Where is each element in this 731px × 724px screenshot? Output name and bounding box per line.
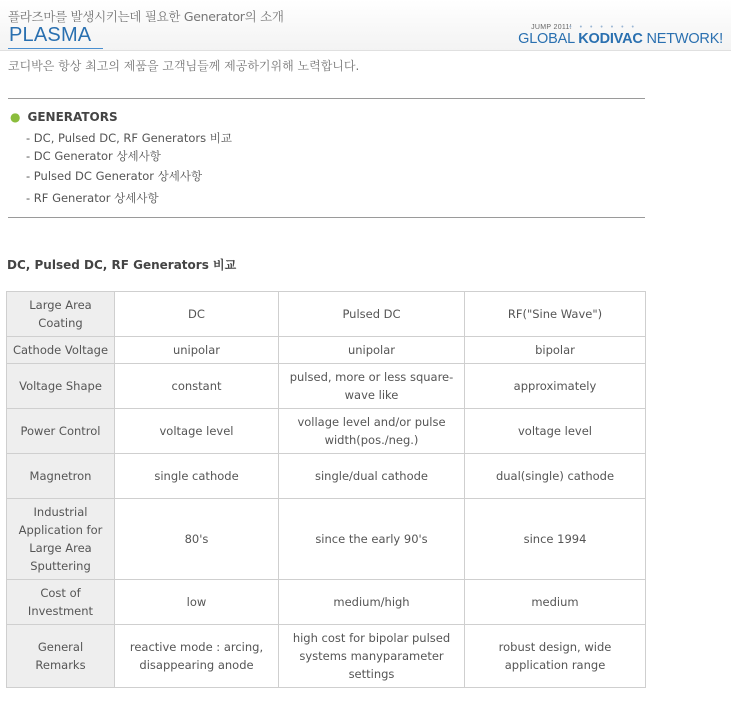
column-header: DC	[115, 292, 279, 337]
table-cell: low	[115, 580, 279, 625]
table-cell: bipolar	[465, 337, 646, 364]
table-cell: dual(single) cathode	[465, 454, 646, 499]
table-cell: medium/high	[279, 580, 465, 625]
table-cell: since 1994	[465, 499, 646, 580]
divider-bottom	[8, 217, 645, 218]
row-header: Voltage Shape	[7, 364, 115, 409]
table-row	[7, 580, 646, 625]
table-cell: pulsed, more or less square-wave like	[279, 364, 465, 409]
table-row	[7, 454, 646, 499]
table-cell: single cathode	[115, 454, 279, 499]
row-header: General Remarks	[7, 625, 115, 688]
table-cell: voltage level	[115, 409, 279, 454]
table-cell: constant	[115, 364, 279, 409]
table-cell: approximately	[465, 364, 646, 409]
divider-top	[8, 98, 645, 99]
link-pulsed-dc-generator[interactable]: - Pulsed DC Generator 상세사항	[26, 169, 203, 183]
table-cell: medium	[465, 580, 646, 625]
page-kicker: 플라즈마를 발생시키는데 필요한 Generator의 소개	[8, 9, 284, 24]
row-header: Cost of Investment	[7, 580, 115, 625]
column-header: RF("Sine Wave")	[465, 292, 646, 337]
row-header: Magnetron	[7, 454, 115, 499]
header-divider	[0, 50, 731, 51]
brand-dots: • • • • • • •	[569, 24, 637, 31]
table-cell: single/dual cathode	[279, 454, 465, 499]
table-cell: 80's	[115, 499, 279, 580]
generators-heading: ● GENERATORS	[10, 110, 118, 124]
link-comparison[interactable]: - DC, Pulsed DC, RF Generators 비교	[26, 131, 232, 145]
row-header: Cathode Voltage	[7, 337, 115, 364]
page-header	[0, 0, 731, 50]
row-header: Power Control	[7, 409, 115, 454]
page-title: PLASMA	[9, 24, 92, 46]
row-header: Industrial Application for Large Area Sputtering	[7, 499, 115, 580]
table-cell: unipolar	[115, 337, 279, 364]
table-cell: high cost for bipolar pulsed systems manyparameter settings	[279, 625, 465, 688]
link-rf-generator[interactable]: - RF Generator 상세사항	[26, 191, 159, 205]
link-dc-generator[interactable]: - DC Generator 상세사항	[26, 149, 161, 163]
table-row	[7, 364, 646, 409]
table-corner-cell: Large Area Coating	[7, 292, 115, 337]
table-row	[7, 337, 646, 364]
tagline: 코디박은 항상 최고의 제품을 고객님들께 제공하기위해 노력합니다.	[8, 59, 360, 73]
table-cell: vollage level and/or pulse width(pos./neg.)	[279, 409, 465, 454]
brand-name: GLOBAL KODIVAC NETWORK!	[518, 31, 723, 47]
title-underline	[8, 48, 103, 49]
column-header: Pulsed DC	[279, 292, 465, 337]
table-cell: since the early 90's	[279, 499, 465, 580]
table-row	[7, 625, 646, 688]
bullet-icon: ●	[10, 110, 21, 124]
table-cell: robust design, wide application range	[465, 625, 646, 688]
table-row	[7, 499, 646, 580]
section-title: DC, Pulsed DC, RF Generators 비교	[7, 258, 237, 272]
table-cell: voltage level	[465, 409, 646, 454]
table-cell: unipolar	[279, 337, 465, 364]
comparison-table	[6, 291, 646, 688]
table-cell: reactive mode : arcing, disappearing anode	[115, 625, 279, 688]
table-row	[7, 409, 646, 454]
table-header-row	[7, 292, 646, 337]
brand-slogan: JUMP 2011!	[531, 24, 572, 31]
